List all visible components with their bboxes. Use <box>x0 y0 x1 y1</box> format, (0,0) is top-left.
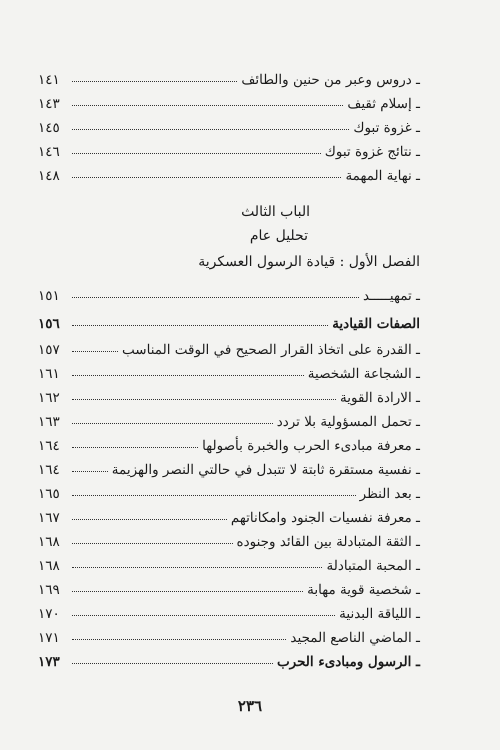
dot-leader <box>72 81 237 82</box>
toc-entry-page: ١٦٣ <box>38 414 60 430</box>
toc-entry-page: ١٦٤ <box>38 462 60 478</box>
part-subheading: تحليل عام <box>249 228 308 244</box>
toc-entry-title: ـ نتائج غزوة تبوك <box>324 144 420 160</box>
toc-entry-title: ـ الشجاعة الشخصية <box>307 366 420 382</box>
toc-entry-page: ١٦٩ <box>38 582 60 598</box>
dot-leader <box>72 399 336 400</box>
toc-entry-title: ـ الارادة القوية <box>339 390 420 406</box>
toc-entry-page: ١٦٧ <box>38 510 60 526</box>
toc-entry[interactable] <box>38 452 420 478</box>
toc-entry[interactable] <box>38 476 420 502</box>
dot-leader <box>72 375 304 376</box>
dot-leader <box>72 423 273 424</box>
toc-entry[interactable] <box>38 380 420 406</box>
toc-entry[interactable] <box>38 548 420 574</box>
toc-entry-title: ـ الثقة المتبادلة بين القائد وجنوده <box>236 534 420 550</box>
toc-entry-page: ١٦٨ <box>38 534 60 550</box>
toc-entry-page: ١٦١ <box>38 366 60 382</box>
toc-entry[interactable] <box>38 86 420 112</box>
toc-entry-title: ـ تمهيـــــد <box>363 288 420 304</box>
toc-entry-title: ـ الرسول ومبادىء الحرب <box>276 654 420 670</box>
toc-entry-title: ـ القدرة على اتخاذ القرار الصحيح في الوقت المناسب <box>122 342 420 358</box>
dot-leader <box>72 105 343 106</box>
toc-entry[interactable] <box>38 620 420 646</box>
toc-entry-page: ١٧٣ <box>38 654 60 670</box>
toc-entry-title: ـ معرفة نفسيات الجنود وامكاناتهم <box>230 510 420 526</box>
chapter-heading: الفصل الأول : قيادة الرسول العسكرية <box>198 254 420 270</box>
page-number: ٢٣٦ <box>237 697 263 715</box>
toc-entry[interactable] <box>38 404 420 430</box>
toc-section-title: الصفات القيادية <box>332 316 420 332</box>
dot-leader <box>72 297 359 298</box>
toc-entry-page: ١٦٤ <box>38 438 60 454</box>
toc-entry-page: ١٥٧ <box>38 342 60 358</box>
toc-entry-title: ـ شخصية قوية مهابة <box>307 582 420 598</box>
dot-leader <box>72 325 328 326</box>
dot-leader <box>72 615 335 616</box>
toc-entry-page: ١٧١ <box>38 630 60 646</box>
dot-leader <box>72 639 286 640</box>
toc-entry-page: ١٤٦ <box>38 144 60 160</box>
dot-leader <box>72 177 341 178</box>
toc-entry[interactable] <box>38 158 420 184</box>
toc-entry[interactable] <box>38 500 420 526</box>
toc-entry-title: ـ الماضي الناصع المجيد <box>290 630 420 646</box>
toc-entry-final[interactable] <box>38 644 420 670</box>
dot-leader <box>72 519 227 520</box>
toc-entry-title: ـ اللياقة البدنية <box>339 606 420 622</box>
toc-entry-page: ١٤١ <box>38 72 60 88</box>
toc-entry-page: ١٦٨ <box>38 558 60 574</box>
toc-entry-title: ـ غزوة تبوك <box>353 120 420 136</box>
toc-entry-title: ـ إسلام ثقيف <box>347 96 420 112</box>
dot-leader <box>72 153 321 154</box>
toc-entry-title: ـ نهاية المهمة <box>345 168 420 184</box>
toc-entry-page: ١٤٣ <box>38 96 60 112</box>
toc-entry-intro[interactable] <box>38 278 420 304</box>
toc-entry[interactable] <box>38 62 420 88</box>
dot-leader <box>72 567 322 568</box>
toc-entry-title: ـ معرفة مبادىء الحرب والخبرة بأصولها <box>202 438 420 454</box>
toc-entry[interactable] <box>38 110 420 136</box>
dot-leader <box>72 495 356 496</box>
dot-leader <box>72 663 273 664</box>
toc-entry-title: ـ تحمل المسؤولية بلا تردد <box>276 414 420 430</box>
toc-entry-page: ١٤٨ <box>38 168 60 184</box>
dot-leader <box>72 591 303 592</box>
dot-leader <box>72 471 108 472</box>
dot-leader <box>72 351 118 352</box>
toc-entry[interactable] <box>38 134 420 160</box>
toc-entry-page: ١٧٠ <box>38 606 60 622</box>
toc-entry-page: ١٤٥ <box>38 120 60 136</box>
dot-leader <box>72 447 198 448</box>
part-heading: الباب الثالث <box>241 204 310 220</box>
toc-entry[interactable] <box>38 596 420 622</box>
toc-entry-page: ١٦٢ <box>38 390 60 406</box>
toc-entry-page: ١٦٥ <box>38 486 60 502</box>
dot-leader <box>72 543 233 544</box>
toc-entry[interactable] <box>38 332 420 358</box>
dot-leader <box>72 129 349 130</box>
toc-entry-page: ١٥١ <box>38 288 60 304</box>
toc-entry[interactable] <box>38 428 420 454</box>
toc-entry-title: ـ دروس وعبر من حنين والطائف <box>241 72 420 88</box>
toc-entry[interactable] <box>38 524 420 550</box>
toc-entry-title: ـ بعد النظر <box>359 486 420 502</box>
toc-entry-title: ـ نفسية مستقرة ثابتة لا تتبدل في حالتي النصر والهزيمة <box>111 462 420 478</box>
toc-entry-page: ١٥٦ <box>38 316 60 332</box>
toc-entry[interactable] <box>38 572 420 598</box>
toc-entry[interactable] <box>38 356 420 382</box>
toc-entry-title: ـ المحبة المتبادلة <box>326 558 420 574</box>
toc-section-entry[interactable] <box>38 306 420 332</box>
